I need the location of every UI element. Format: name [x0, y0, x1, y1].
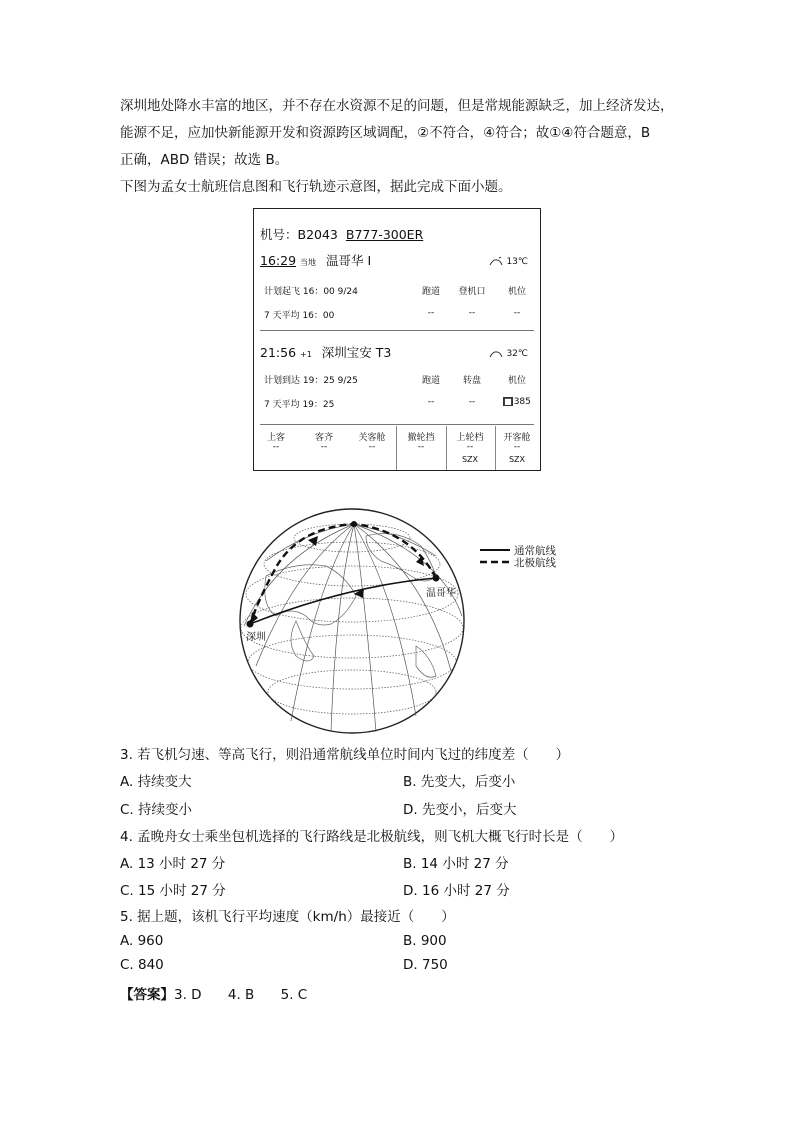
departure-airport: 温哥华 I	[326, 253, 372, 268]
departure-row	[260, 251, 371, 269]
answer-row	[120, 983, 307, 1003]
globe-outline	[240, 509, 464, 733]
stand-badge-icon: ■	[504, 397, 512, 406]
intro-paragraph	[120, 93, 700, 201]
aircraft-type: B777-300ER	[345, 227, 424, 242]
status-label: 关客舱	[358, 433, 386, 443]
departure-header-gate: 登机口	[458, 287, 486, 297]
status-label: 撤轮挡	[407, 433, 435, 443]
status-label: 开客舱	[503, 433, 531, 443]
departure-weather	[489, 254, 528, 267]
status-code: SZX	[508, 455, 526, 464]
departure-header-stand: 机位	[507, 287, 526, 297]
question-4-option-c: C. 15 小时 27 分	[120, 883, 226, 899]
answer-label: 【答案】	[120, 987, 174, 1003]
arrival-weather	[489, 346, 528, 359]
question-5-stem: 5. 据上题，该机飞行平均速度（km/h）最接近（ ）	[120, 909, 455, 925]
status-code: SZX	[461, 455, 479, 464]
arrival-header-stand: 机位	[507, 376, 526, 386]
departure-local-tag: 当地	[300, 258, 317, 267]
question-5-option-b: B. 900	[403, 933, 447, 949]
arrival-plus-day: +1	[300, 350, 312, 359]
flight-info-card	[253, 208, 541, 471]
question-5-option-a: A. 960	[120, 933, 164, 949]
route-legend	[480, 544, 556, 568]
departure-header-runway: 跑道	[421, 287, 440, 297]
status-label: 上客	[266, 433, 285, 443]
status-door-closed	[350, 430, 394, 452]
departure-time: 16:29	[260, 253, 297, 268]
column-divider	[446, 426, 447, 470]
legend-polar-label: 北极航线	[514, 556, 556, 569]
answer-item: 4. B	[227, 987, 255, 1003]
cloudy-icon	[489, 349, 503, 358]
status-value: --	[513, 442, 521, 452]
status-value: --	[320, 442, 328, 452]
vancouver-label: 温哥华	[426, 588, 456, 599]
shenzhen-point	[247, 621, 254, 628]
divider	[260, 330, 534, 331]
answer-item: 3. D	[174, 987, 202, 1003]
question-3-option-c: C. 持续变小	[120, 802, 193, 818]
intro-line: 能源不足，应加快新能源开发和资源跨区域调配，②不符合，④符合；故①④符合题意，B	[120, 125, 651, 141]
answer-item: 5. C	[280, 987, 308, 1003]
divider	[260, 424, 534, 425]
status-value: --	[368, 442, 376, 452]
question-5-option-c: C. 840	[120, 957, 164, 973]
intro-line: 深圳地处降水丰富的地区，并不存在水资源不足的问题，但是常规能源缺乏，加上经济发达，	[120, 98, 674, 114]
legend-normal-label: 通常航线	[514, 544, 556, 557]
question-4-stem: 4. 孟晚舟女士乘坐包机选择的飞行路线是北极航线，则飞机大概飞行时长是（ ）	[120, 829, 624, 845]
question-4-option-a: A. 13 小时 27 分	[120, 856, 226, 872]
intro-line: 正确，ABD 错误；故选 B。	[120, 152, 289, 168]
departure-scheduled: 计划起飞 16：00 9/24	[264, 287, 358, 297]
normal-route-line	[250, 578, 436, 624]
arrival-avg: 7 天平均 19：25	[264, 400, 335, 410]
question-3-option-d: D. 先变小，后变大	[403, 802, 517, 818]
arrival-time: 21:56	[260, 345, 297, 360]
departure-value-stand: --	[513, 308, 521, 318]
status-all-boarded	[302, 430, 346, 452]
arrival-header-runway: 跑道	[421, 376, 440, 386]
intro-line: 下图为孟女士航班信息图和飞行轨迹示意图，据此完成下面小题。	[120, 179, 512, 195]
departure-value-gate: --	[468, 308, 476, 318]
arrival-stand-number: 385	[513, 397, 531, 407]
status-door-open	[495, 430, 539, 464]
status-value: --	[272, 442, 280, 452]
dashed-line-icon	[480, 559, 510, 565]
arrival-row	[260, 343, 391, 361]
status-boarding	[254, 430, 298, 452]
status-chocks-on	[448, 430, 492, 464]
departure-temp: 13℃	[506, 257, 528, 267]
question-3-option-a: A. 持续变大	[120, 774, 192, 790]
status-label: 上轮档	[456, 433, 484, 443]
arrival-header-carousel: 转盘	[462, 376, 481, 386]
status-value: --	[417, 442, 425, 452]
status-label: 客齐	[314, 433, 333, 443]
arrival-value-runway: --	[427, 397, 435, 407]
status-value: --	[466, 442, 474, 452]
question-3-option-b: B. 先变大，后变小	[403, 774, 516, 790]
flight-label: 机号：B2043	[260, 227, 338, 242]
partly-cloudy-icon	[489, 257, 503, 266]
shenzhen-label: 深圳	[246, 632, 266, 643]
status-chocks-off	[399, 430, 443, 452]
solid-line-icon	[480, 547, 510, 553]
arrival-value-carousel: --	[468, 397, 476, 407]
question-3-stem: 3. 若飞机匀速、等高飞行，则沿通常航线单位时间内飞过的纬度差（ ）	[120, 747, 570, 763]
arrival-value-stand	[495, 397, 539, 407]
legend-polar	[480, 556, 556, 568]
question-5-option-d: D. 750	[403, 957, 448, 973]
question-4-option-b: B. 14 小时 27 分	[403, 856, 509, 872]
arrival-scheduled: 计划到达 19：25 9/25	[264, 376, 358, 386]
vancouver-point	[433, 575, 440, 582]
arrival-temp: 32℃	[506, 349, 528, 359]
departure-value-runway: --	[427, 308, 435, 318]
departure-avg: 7 天平均 16：00	[264, 311, 335, 321]
globe-diagram	[236, 506, 468, 736]
column-divider	[396, 426, 397, 470]
flight-number-row	[260, 225, 423, 243]
north-pole-point	[351, 521, 357, 527]
question-4-option-d: D. 16 小时 27 分	[403, 883, 510, 899]
arrival-airport: 深圳宝安 T3	[321, 345, 392, 360]
